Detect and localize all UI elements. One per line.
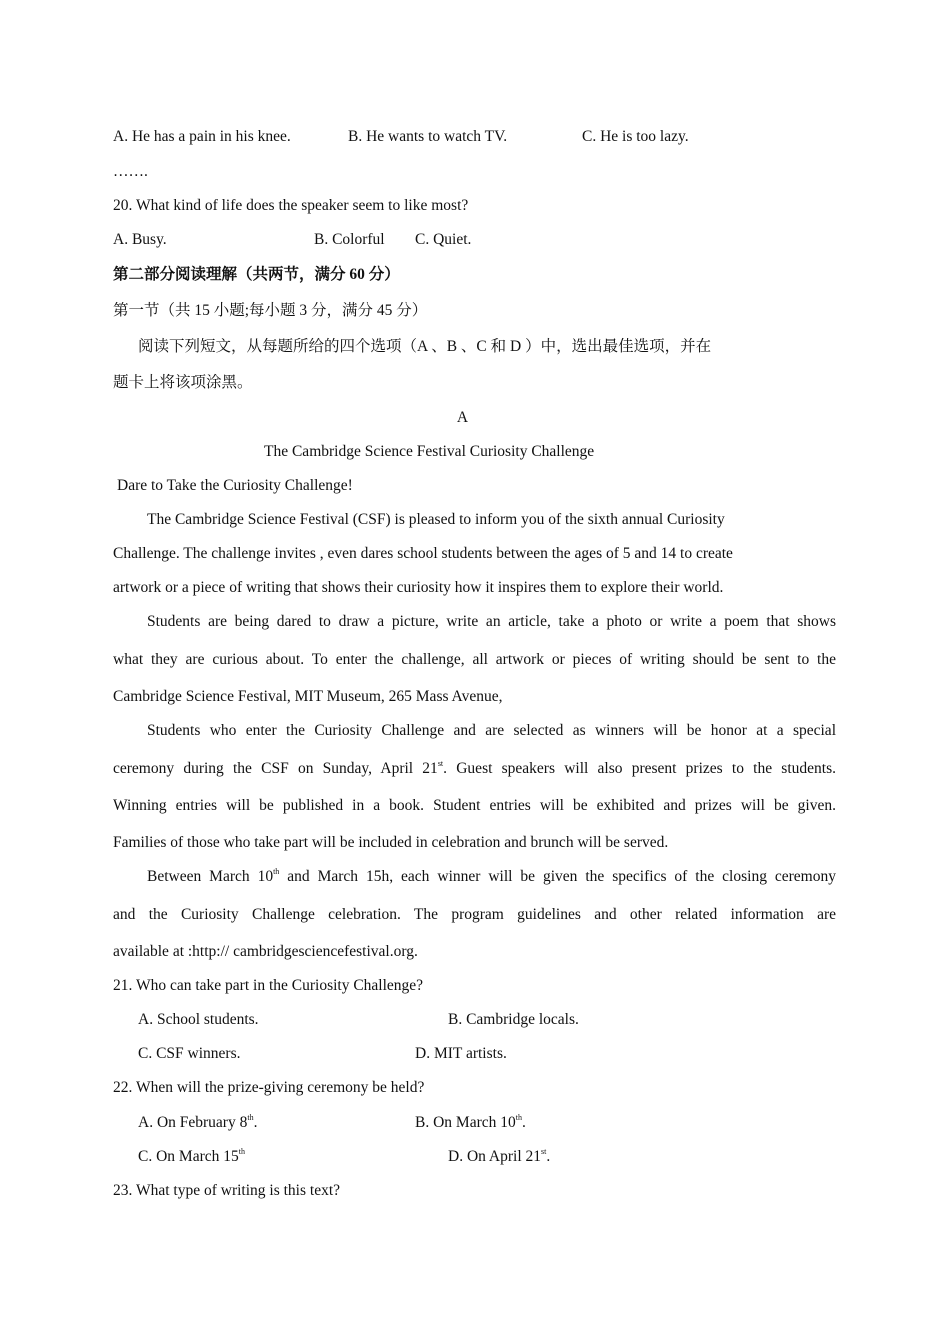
p4-line3: available at :http:// cambridgesciencefestival.org.	[113, 943, 418, 960]
ellipsis: …….	[113, 163, 148, 180]
p1-line2: Challenge. The challenge invites , even dares school students between the ages of 5 and 14 to create	[113, 545, 733, 562]
passage-letter: A	[456, 409, 469, 426]
p2-line1: Students are being dared to draw a picture, write an article, take a photo or write a poem that shows	[147, 613, 836, 630]
q19-option-a: A. He has a pain in his knee.	[113, 128, 291, 145]
q20-option-a: A. Busy.	[113, 231, 167, 248]
p3-line3: Winning entries will be published in a book. Student entries will be exhibited and prizes will be given.	[113, 797, 836, 814]
q21-option-b: B. Cambridge locals.	[448, 1011, 579, 1028]
passage-subtitle: Dare to Take the Curiosity Challenge!	[117, 477, 353, 494]
q22-option-d: D. On April 21st.	[448, 1147, 551, 1165]
q22-option-a: A. On February 8th.	[138, 1113, 258, 1131]
q21-question: 21. Who can take part in the Curiosity Challenge?	[113, 977, 424, 994]
p4-line2: and the Curiosity Challenge celebration. The program guidelines and other related information are	[113, 906, 836, 923]
passage-title: The Cambridge Science Festival Curiosity Challenge	[264, 443, 595, 460]
p3-line2: ceremony during the CSF on Sunday, April 21st. Guest speakers will also present prizes to the students.	[113, 759, 836, 777]
p1-line3: artwork or a piece of writing that shows their curiosity how it inspires them to explore their world.	[113, 579, 724, 596]
q21-option-a: A. School students.	[138, 1011, 259, 1028]
p3-line1: Students who enter the Curiosity Challenge and are selected as winners will be honor at a special	[147, 722, 836, 739]
section2-title: 第二部分阅读理解（共两节，满分 60 分）	[113, 266, 400, 283]
q23-question: 23. What type of writing is this text?	[113, 1182, 341, 1199]
p2-line3: Cambridge Science Festival, MIT Museum, 265 Mass Avenue,	[113, 688, 503, 705]
q21-option-d: D. MIT artists.	[415, 1045, 507, 1062]
p1-line1: The Cambridge Science Festival (CSF) is pleased to inform you of the sixth annual Curiosity	[147, 511, 725, 528]
p2-line2: what they are curious about. To enter the challenge, all artwork or pieces of writing should be sent to the	[113, 651, 836, 668]
q22-question: 22. When will the prize-giving ceremony be held?	[113, 1079, 425, 1096]
q20-option-c: C. Quiet.	[415, 231, 472, 248]
p4-line1: Between March 10th and March 15h, each winner will be given the specifics of the closing ceremony	[147, 867, 836, 885]
q22-option-b: B. On March 10th.	[415, 1113, 526, 1131]
instructions-line2: 题卡上将该项涂黑。	[113, 374, 253, 391]
q20-option-b: B. Colorful	[314, 231, 385, 248]
instructions-line1: 阅读下列短文，从每题所给的四个选项（A 、B 、C 和 D ）中，选出最佳选项，并在	[138, 338, 712, 355]
q21-option-c: C. CSF winners.	[138, 1045, 241, 1062]
q20-question: 20. What kind of life does the speaker seem to like most?	[113, 197, 469, 214]
q22-option-c: C. On March 15th	[138, 1147, 245, 1165]
p3-line4: Families of those who take part will be included in celebration and brunch will be served.	[113, 834, 669, 851]
q19-option-c: C. He is too lazy.	[582, 128, 689, 145]
section1-title: 第一节（共 15 小题;每小题 3 分，满分 45 分）	[113, 302, 428, 319]
q19-option-b: B. He wants to watch TV.	[348, 128, 508, 145]
